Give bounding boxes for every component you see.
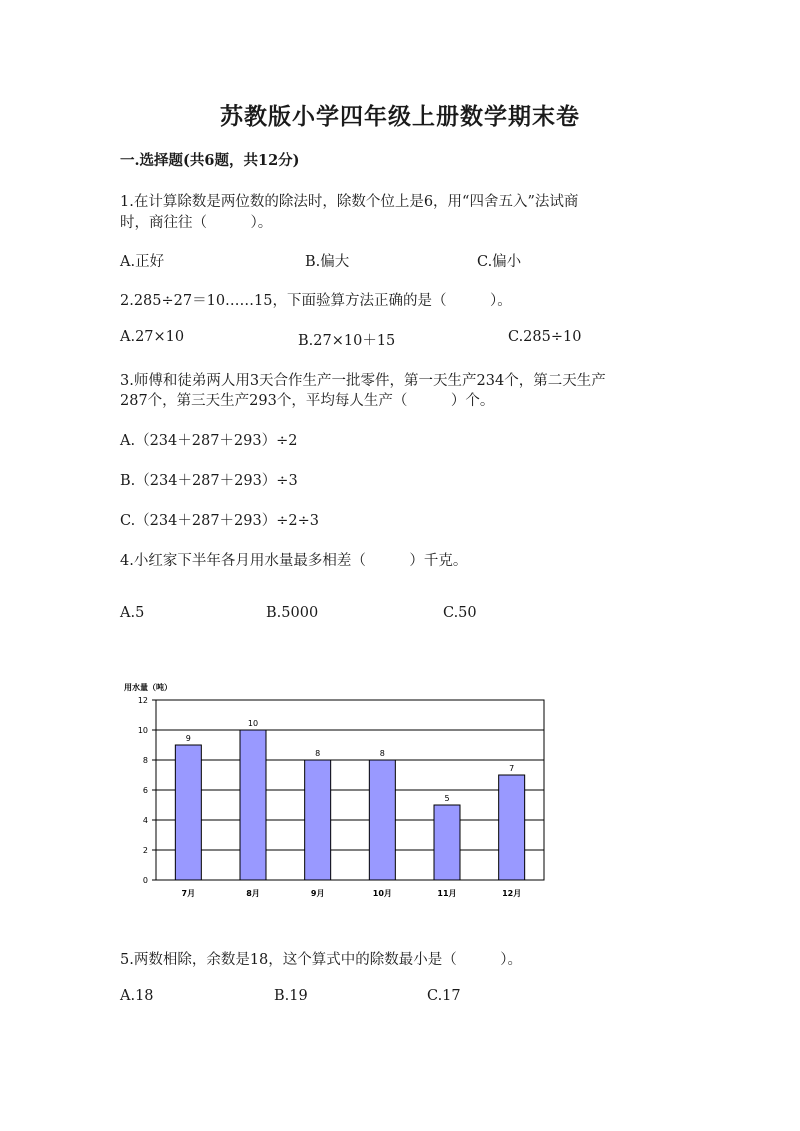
- question-2-option-b[interactable]: B.27×10＋15: [298, 333, 396, 349]
- question-3-option-a[interactable]: A.（234＋287＋293）÷2: [120, 433, 298, 449]
- water-usage-bar-chart: [118, 680, 558, 910]
- y-tick-label: 2: [142, 846, 148, 855]
- bar-value-label: 5: [444, 794, 450, 803]
- bar: [175, 745, 201, 880]
- question-5-option-c[interactable]: C.17: [427, 988, 461, 1004]
- bar: [434, 805, 460, 880]
- bar: [369, 760, 395, 880]
- question-2-line-1: 2.285÷27＝10……15，下面验算方法正确的是（ ）。: [120, 293, 512, 309]
- question-5-option-a[interactable]: A.18: [120, 988, 154, 1004]
- question-4-option-a[interactable]: A.5: [120, 605, 145, 621]
- question-3-option-c[interactable]: C.（234＋287＋293）÷2÷3: [120, 513, 319, 529]
- x-tick-label: 9月: [310, 889, 325, 898]
- question-4-line-1: 4.小红家下半年各月用水量最多相差（ ）千克。: [120, 553, 468, 569]
- y-tick-label: 6: [142, 786, 148, 795]
- exam-title: 苏教版小学四年级上册数学期末卷: [220, 103, 580, 130]
- bar: [305, 760, 331, 880]
- question-4-option-c[interactable]: C.50: [443, 605, 477, 621]
- x-tick-label: 12月: [502, 889, 522, 898]
- bar-value-label: 8: [315, 749, 321, 758]
- section-heading: 一.选择题(共6题，共12分): [120, 152, 300, 169]
- y-tick-label: 10: [137, 726, 148, 735]
- y-tick-label: 0: [142, 876, 148, 885]
- y-tick-label: 12: [137, 696, 148, 705]
- bar: [499, 775, 525, 880]
- bar-value-label: 7: [509, 764, 515, 773]
- y-tick-label: 4: [142, 816, 148, 825]
- question-3-line-2: 287个，第三天生产293个，平均每人生产（ ）个。: [120, 393, 495, 409]
- bar-value-label: 9: [185, 734, 191, 743]
- question-5-line-1: 5.两数相除，余数是18，这个算式中的除数最小是（ ）。: [120, 952, 523, 968]
- bar-value-label: 10: [247, 719, 259, 728]
- question-3-option-b[interactable]: B.（234＋287＋293）÷3: [120, 473, 298, 489]
- chart-y-axis-label: 用水量（吨）: [124, 683, 172, 692]
- question-2-option-c[interactable]: C.285÷10: [508, 329, 582, 345]
- question-1-option-c[interactable]: C.偏小: [477, 254, 522, 270]
- question-2-option-a[interactable]: A.27×10: [120, 329, 185, 345]
- question-1-line-2: 时，商往往（ ）。: [120, 215, 273, 231]
- question-5-option-b[interactable]: B.19: [274, 988, 308, 1004]
- question-4-option-b[interactable]: B.5000: [266, 605, 319, 621]
- x-tick-label: 10月: [372, 889, 392, 898]
- question-1-option-a[interactable]: A.正好: [120, 254, 165, 270]
- y-tick-label: 8: [142, 756, 148, 765]
- question-1-option-b[interactable]: B.偏大: [305, 254, 350, 270]
- question-1-line-1: 1.在计算除数是两位数的除法时，除数个位上是6，用“四舍五入”法试商: [120, 194, 579, 210]
- x-tick-label: 8月: [246, 889, 260, 898]
- bar-value-label: 8: [379, 749, 385, 758]
- question-3-line-1: 3.师傅和徒弟两人用3天合作生产一批零件，第一天生产234个，第二天生产: [120, 373, 606, 389]
- x-tick-label: 7月: [181, 889, 196, 898]
- bar: [240, 730, 266, 880]
- x-tick-label: 11月: [437, 889, 457, 898]
